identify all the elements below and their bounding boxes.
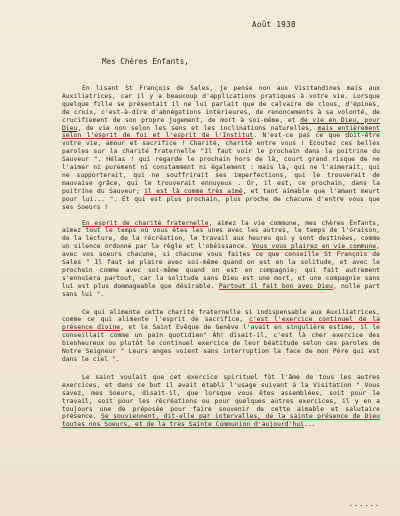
underlined-phrase: de vie en Dieu, pour Dieu bbox=[62, 116, 380, 132]
paragraph-4 bbox=[62, 374, 380, 429]
underlined-phrase: En esprit de charité fraternelle bbox=[82, 219, 209, 227]
letter-date: Août 1938 bbox=[252, 20, 296, 29]
paragraph-3 bbox=[62, 309, 380, 364]
underlined-phrase: Partout il fait bon avec Dieu bbox=[218, 282, 333, 290]
paragraph-1-text-a: En lisant St François de Sales, je pense non aux Visitandines mais aux Auxiliatrices, car il y a beaucoup d'applications pratiques à votre vie. Lorsque quelque fille se présentait il ne lui parlait que de calvaire de clous, d'épines, de croix, c'est-à-dire d'abnégations intérieures, de renoncements à sa volonté, de crucifiement de son propre jugement, de mort à soi-même, et bbox=[62, 85, 380, 124]
paragraph-1 bbox=[62, 85, 380, 212]
paragraph-3-text-b: , et le Saint Evêque de Genève l'avait en singulière estime, il le conseillait comme un pain quotidien" Ah! disait-il, c'est là cher exercice des bienheureux ou plutôt le continuel exercice de leur béatitude selon ces paroles de Notre Seigneur " Leurs anges voient sans interruption la face de mon Père qui est dans le ciel ". bbox=[62, 324, 380, 363]
paragraph-1-text-d: , et tant aimable que l'amant meurt pour lui... ". Et qui est plus prochain, plus proche de chacune d'entre vous que ses Soeurs ! bbox=[62, 187, 381, 211]
underlined-phrase: mais entièrement selon l'esprit de foi et l'esprit de l'Institut bbox=[62, 124, 380, 140]
underlined-phrase: c'est l'exercice continuel de la présence divine bbox=[62, 316, 380, 332]
paragraph-3-text-a: Ce qui alimente cette charité fraternelle si indispensable aux Auxiliatrices, comme ce qui alimente l'esprit de sacrifice, bbox=[62, 308, 380, 324]
paragraph-2-text-c: , nulle part sans lui ". bbox=[62, 282, 380, 298]
paragraph-2-text-b: , avec vos soeurs chacune, si chacune vous faites ce que conseille St François de Sales " Il faut se plaire avec soi-même quand on est en la solitude, et avec le prochain comme avec soi-même quand on est en compagnie; qui fait autrement s'ennuiera partout, car la solitude sans Dieu est une mort, et une compagnie sans lui est plus dommageable que désirable. bbox=[62, 243, 380, 290]
paragraph-1-text-b: , de vie non selon les sens et les inclinations naturelles, bbox=[77, 124, 318, 132]
paragraph-2-text-a: , aimez la vie commune, mes chères Enfants, aimez tout le temps où vous êtes les unes avec les autres, le temps de l'oraison, de la lecture, de la récréation, le travail aux heures qui y sont destinées, comme un silence ordonné par la règle et l'obéissance. bbox=[62, 219, 380, 251]
paragraph-4-text-a: Le saint voulait que cet exercice spirituel fût l'âme de tous les autres exercices, et dans ce but il avait établi l'usage suivant à la Visitation " Vous savez, mes Soeurs, disait-il, que lorsque vous êtes assemblées, soit pour le travail, soit pour les récréations ou pour quelques autres exercices, il y en a toujours une de préposée pour faire souvenir de cette aimable et salutaire présence. bbox=[62, 373, 380, 421]
underlined-phrase: Vous vous plairez en vie commune bbox=[252, 243, 377, 251]
closing-dots: ...... bbox=[348, 500, 380, 508]
underlined-phrase: il est là comme très aimé bbox=[144, 187, 243, 195]
salutation: Mes Chères Enfants, bbox=[102, 57, 189, 66]
paragraph-2 bbox=[62, 220, 380, 299]
paragraph-1-text-c: . N'est-ce pas ce que doit-être votre vie, amour et sacrifice ! Charité, charité entre vous ! Ecoutez ces belles paroles sur la charité fraternelle "Il faut voir le prochain dans la poitrine du Sauveur ". Hélas ! qui regarde le prochain hors de là, court grand risque de ne l'aimer ni purement ni constamment ni également : mais là, qui ne l'aimerait, qui ne supporterait, qui ne souffrirait ses imperfections, qui le trouverait de mauvaise grâce, qui le trouverait ennuyeux . Or, il est, ce prochain, dans la poitrine du Sauveur; bbox=[62, 132, 381, 195]
letter-body bbox=[62, 85, 380, 437]
paragraph-4-text-b: ... bbox=[304, 421, 316, 429]
underlined-phrase: Se souviennent, dit-elle par intervalles, de la sainte présence de Dieu toutes nos Soeurs, et de la très Sainte Communion d'aujourd'hui bbox=[62, 413, 380, 429]
